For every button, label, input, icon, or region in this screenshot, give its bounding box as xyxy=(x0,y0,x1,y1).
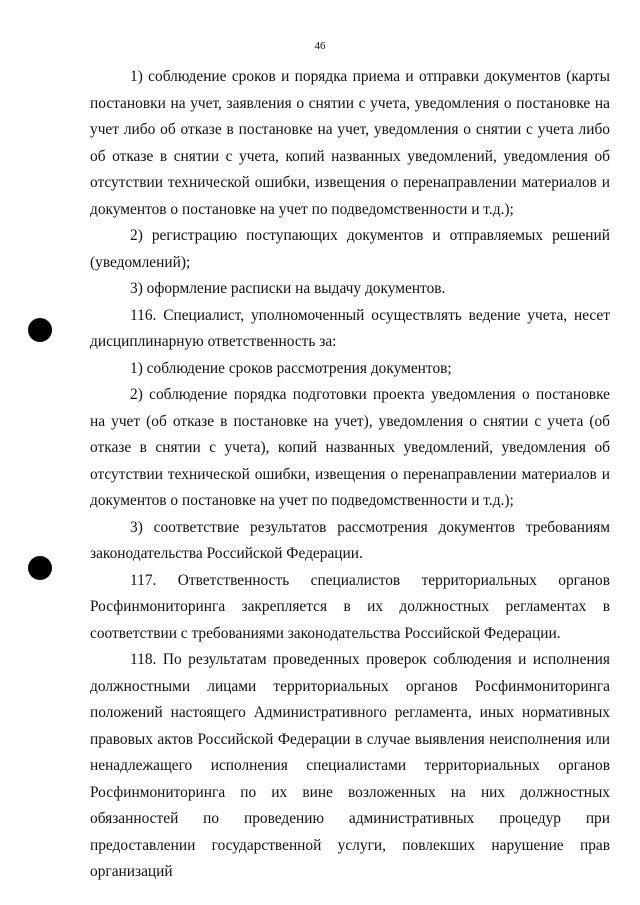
paragraph-item-1: 1) соблюдение сроков и порядка приема и отправки документов (карты постановки на учет, заявления о снятии с учета, уведомления о постановке на учет либо об отказе в постановке на учет, уведомления о снятии с учета либо об отказе в снятии с учета, копий названных уведомлений, уведомления об отсутствии технической ошибки, извещения о перенаправлении материалов и документов о постановке на учет по подведомственности и т.д.); xyxy=(90,68,610,218)
document-body xyxy=(90,64,610,886)
paragraph-116: 116. Специалист, уполномоченный осуществлять ведение учета, несет дисциплинарную ответственность за: xyxy=(90,306,610,350)
paragraph-116-item-3: 3) соответствие результатов рассмотрения документов требованиям законодательства Российской Федерации. xyxy=(90,518,610,562)
paragraph-118: 118. По результатам проведенных проверок соблюдения и исполнения должностными лицами территориальных органов Росфинмониторинга положений настоящего Административного регламента, иных нормативных правовых актов Российской Федерации в случае выявления неисполнения или ненадлежащего исполнения специалистами территориальных органов Росфинмониторинга по их вине возложенных на них должностных обязанностей по проведению административных процедур при предоставлении государственной услуги, повлекших нарушение прав организаций xyxy=(90,651,610,880)
page-number: 46 xyxy=(314,40,326,52)
punch-hole-bottom xyxy=(28,556,52,580)
paragraph-item-3: 3) оформление расписки на выдачу документов. xyxy=(130,280,446,297)
paragraph-item-2: 2) регистрацию поступающих документов и отправляемых решений (уведомлений); xyxy=(90,227,610,271)
paragraph-117: 117. Ответственность специалистов территориальных органов Росфинмониторинга закрепляется в их должностных регламентах в соответствии с требованиями законодательства Российской Федерации. xyxy=(90,571,610,642)
paragraph-116-item-1: 1) соблюдение сроков рассмотрения документов; xyxy=(130,359,452,377)
punch-hole-top xyxy=(28,318,52,342)
paragraph-116-item-2: 2) соблюдение порядка подготовки проекта уведомления о постановке на учет (об отказе в постановке на учет), уведомления о снятии с учета (об отказе в снятии с учета), копий названных уведомлений, уведомления об отсутствии технической ошибки, извещения о перенаправлении материалов и документов о постановке на учет по подведомственности и т.д.); xyxy=(90,386,610,509)
